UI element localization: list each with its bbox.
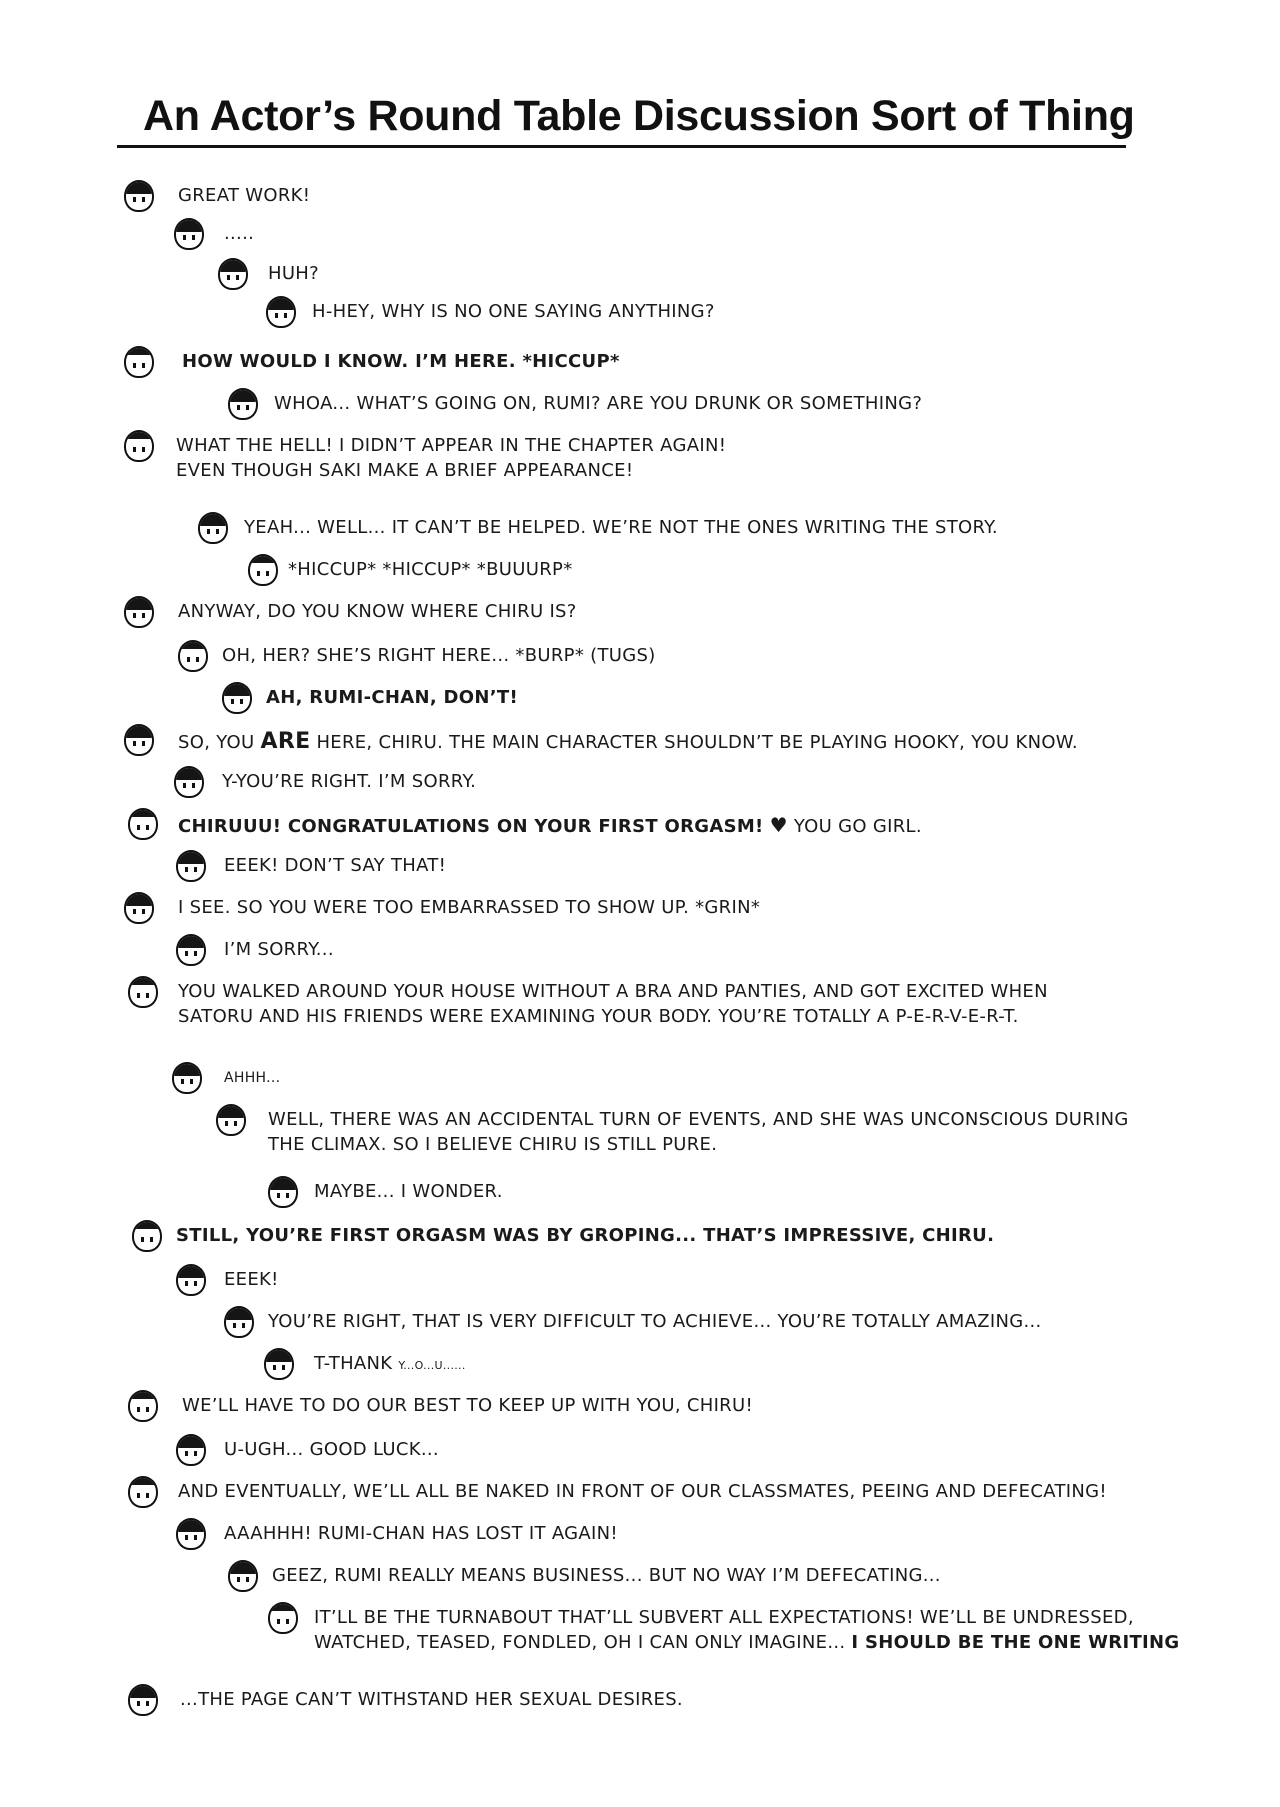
dialogue-text: WHOA... WHAT’S GOING ON, RUMI? ARE YOU DRUNK OR SOMETHING?: [274, 393, 923, 414]
dialogue-text: HUH?: [268, 263, 319, 284]
dialogue-text: OH, HER? SHE’S RIGHT HERE... *BURP* (TUGS): [222, 645, 656, 666]
dialogue-text: [314, 1353, 466, 1374]
character-face-icon: [218, 258, 248, 290]
character-face-icon: [176, 850, 206, 882]
character-face-icon: [266, 296, 296, 328]
character-face-icon: [228, 388, 258, 420]
dialogue-text-continued: EVEN THOUGH SAKI MAKE A BRIEF APPEARANCE!: [176, 460, 634, 481]
dialogue-text-pre: WATCHED, TEASED, FONDLED, OH I CAN ONLY IMAGINE...: [314, 1632, 852, 1653]
character-face-icon: [128, 1390, 158, 1422]
character-face-icon: [132, 1220, 162, 1252]
dialogue-text: HOW WOULD I KNOW. I’M HERE. *HICCUP*: [182, 351, 620, 372]
character-face-icon: [172, 1062, 202, 1094]
character-face-icon: [224, 1306, 254, 1338]
dialogue-text: ANYWAY, DO YOU KNOW WHERE CHIRU IS?: [178, 601, 577, 622]
dialogue-text: IT’LL BE THE TURNABOUT THAT’LL SUBVERT ALL EXPECTATIONS! WE’LL BE UNDRESSED,: [314, 1607, 1134, 1628]
dialogue-text-continued: [314, 1632, 1179, 1653]
dialogue-emphasis: ARE: [260, 729, 311, 754]
dialogue-text: U-UGH... GOOD LUCK...: [224, 1439, 439, 1460]
dialogue-text: EEEK! DON’T SAY THAT!: [224, 855, 447, 876]
character-face-icon: [264, 1348, 294, 1380]
character-face-icon: [124, 892, 154, 924]
dialogue-text: *HICCUP* *HICCUP* *BUUURP*: [288, 559, 573, 580]
character-face-icon: [176, 1264, 206, 1296]
dialogue-text: AH, RUMI-CHAN, DON’T!: [266, 687, 518, 708]
dialogue-text-post: YOU GO GIRL.: [787, 816, 922, 837]
dialogue-text: YEAH... WELL... IT CAN’T BE HELPED. WE’RE NOT THE ONES WRITING THE STORY.: [244, 517, 998, 538]
character-face-icon: [128, 1684, 158, 1716]
character-face-icon: [124, 430, 154, 462]
character-face-icon: [248, 554, 278, 586]
dialogue-text: AND EVENTUALLY, WE’LL ALL BE NAKED IN FRONT OF OUR CLASSMATES, PEEING AND DEFECATING!: [178, 1481, 1107, 1502]
character-face-icon: [228, 1560, 258, 1592]
dialogue-text: H-HEY, WHY IS NO ONE SAYING ANYTHING?: [312, 301, 715, 322]
character-face-icon: [128, 808, 158, 840]
character-face-icon: [124, 596, 154, 628]
character-face-icon: [124, 180, 154, 212]
dialogue-text: [178, 729, 1078, 754]
character-face-icon: [178, 640, 208, 672]
dialogue-text-continued: SATORU AND HIS FRIENDS WERE EXAMINING YOUR BODY. YOU’RE TOTALLY A P-E-R-V-E-R-T.: [178, 1006, 1019, 1027]
dialogue-text: GEEZ, RUMI REALLY MEANS BUSINESS... BUT NO WAY I’M DEFECATING...: [272, 1565, 941, 1586]
character-face-icon: [174, 766, 204, 798]
character-face-icon: [198, 512, 228, 544]
dialogue-text: AHHH...: [224, 1070, 281, 1086]
character-face-icon: [268, 1602, 298, 1634]
character-face-icon: [128, 1476, 158, 1508]
page-title: An Actor’s Round Table Discussion Sort of Thing: [143, 92, 1135, 140]
dialogue-text: WE’LL HAVE TO DO OUR BEST TO KEEP UP WITH YOU, CHIRU!: [182, 1395, 753, 1416]
dialogue-text-pre: T-THANK: [314, 1353, 399, 1374]
character-face-icon: [176, 934, 206, 966]
dialogue-text: WELL, THERE WAS AN ACCIDENTAL TURN OF EVENTS, AND SHE WAS UNCONSCIOUS DURING: [268, 1109, 1129, 1130]
character-face-icon: [222, 682, 252, 714]
dialogue-text: EEEK!: [224, 1269, 279, 1290]
character-face-icon: [268, 1176, 298, 1208]
dialogue-text: WHAT THE HELL! I DIDN’T APPEAR IN THE CHAPTER AGAIN!: [176, 435, 727, 456]
dialogue-text: I SEE. SO YOU WERE TOO EMBARRASSED TO SHOW UP. *GRIN*: [178, 897, 761, 918]
dialogue-text-continued: THE CLIMAX. SO I BELIEVE CHIRU IS STILL PURE.: [268, 1134, 718, 1155]
dialogue-text-bold: CHIRUUU! CONGRATULATIONS ON YOUR FIRST ORGASM!: [178, 816, 764, 837]
character-face-icon: [124, 724, 154, 756]
dialogue-text: MAYBE... I WONDER.: [314, 1181, 503, 1202]
title-underline: [117, 145, 1126, 148]
dialogue-text: YOU WALKED AROUND YOUR HOUSE WITHOUT A BRA AND PANTIES, AND GOT EXCITED WHEN: [178, 981, 1048, 1002]
character-face-icon: [128, 976, 158, 1008]
character-face-icon: [216, 1104, 246, 1136]
dialogue-text: .....: [224, 223, 255, 244]
dialogue-text: STILL, YOU’RE FIRST ORGASM WAS BY GROPING... THAT’S IMPRESSIVE, CHIRU.: [176, 1225, 995, 1246]
dialogue-text: Y-YOU’RE RIGHT. I’M SORRY.: [222, 771, 477, 792]
dialogue-text: GREAT WORK!: [178, 185, 311, 206]
dialogue-text-bold: I SHOULD BE THE ONE WRITING: [851, 1632, 1180, 1653]
dialogue-text-post: HERE, CHIRU. THE MAIN CHARACTER SHOULDN’T BE PLAYING HOOKY, YOU KNOW.: [310, 732, 1078, 753]
heart-icon: ♥: [769, 813, 788, 837]
character-face-icon: [174, 218, 204, 250]
dialogue-text-pre: SO, YOU: [178, 732, 261, 753]
dialogue-trailing-text: Y...O...U......: [398, 1359, 466, 1372]
dialogue-text: YOU’RE RIGHT, THAT IS VERY DIFFICULT TO ACHIEVE... YOU’RE TOTALLY AMAZING...: [268, 1311, 1042, 1332]
dialogue-text: ...THE PAGE CAN’T WITHSTAND HER SEXUAL DESIRES.: [180, 1689, 683, 1710]
character-face-icon: [176, 1434, 206, 1466]
dialogue-text: I’M SORRY...: [224, 939, 334, 960]
dialogue-text: AAAHHH! RUMI-CHAN HAS LOST IT AGAIN!: [224, 1523, 618, 1544]
character-face-icon: [124, 346, 154, 378]
character-face-icon: [176, 1518, 206, 1550]
dialogue-text: [178, 813, 922, 837]
